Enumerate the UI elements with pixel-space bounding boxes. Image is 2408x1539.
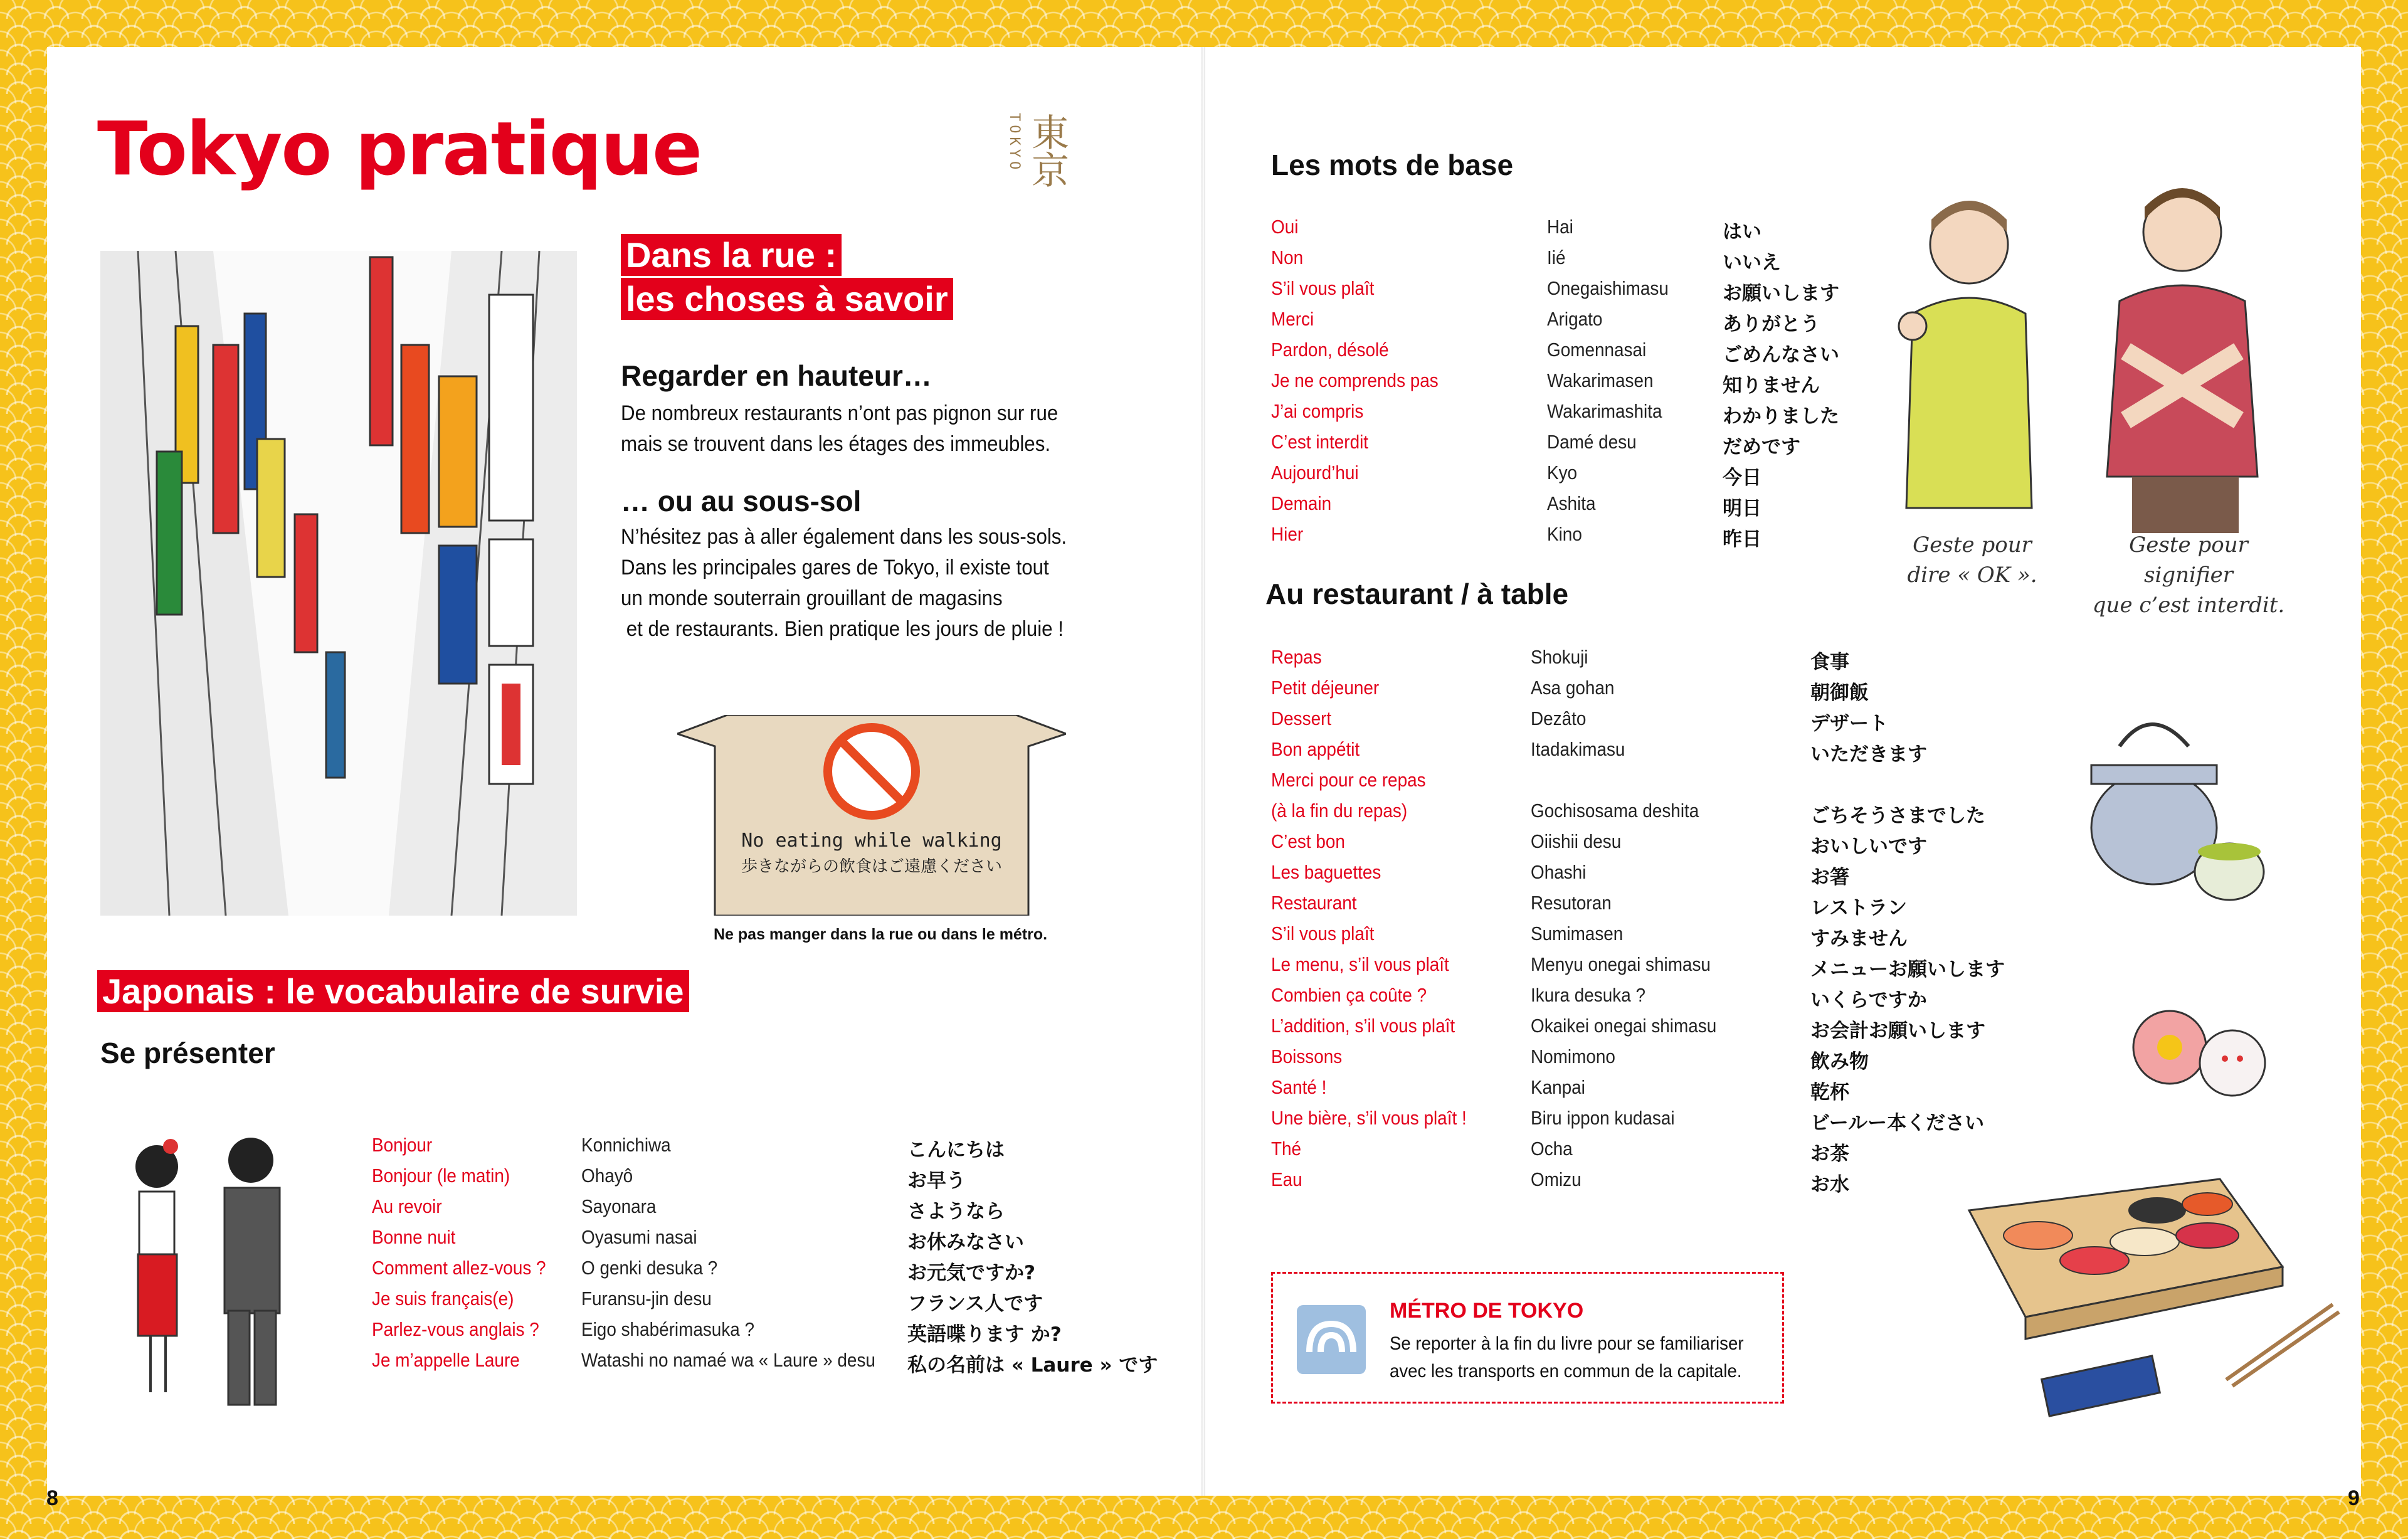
romaji-term: Nomimono <box>1531 1045 1615 1067</box>
french-term: Je suis français(e) <box>372 1288 514 1309</box>
japanese-term: ありがとう <box>1723 313 1820 336</box>
text-line: mais se trouvent dans les étages des immeubles. <box>621 432 1051 456</box>
french-term: (à la fin du repas) <box>1271 800 1408 822</box>
french-term: Combien ça coûte ? <box>1271 984 1427 1006</box>
tokyo-kanji: 東京 <box>1025 113 1069 188</box>
romaji-term: Ikura desuka ? <box>1531 984 1646 1006</box>
text-line: et de restaurants. Bien pratique les jours de pluie ! <box>621 617 1064 641</box>
french-term: Petit déjeuner <box>1271 677 1380 699</box>
romaji-term: Konnichiwa <box>581 1134 671 1156</box>
french-term: Santé ! <box>1271 1076 1327 1098</box>
japanese-term: すみません <box>1810 928 1908 950</box>
japanese-term: 私の名前は « Laure » です <box>907 1354 1158 1377</box>
romaji-term: Asa gohan <box>1531 677 1615 699</box>
text-line: N’hésitez pas à aller également dans les sous-sols. <box>621 525 1067 549</box>
sign-caption: Ne pas manger dans la rue ou dans le métro. <box>714 926 1048 943</box>
romaji-term: Eigo shabérimasuka ? <box>581 1318 755 1340</box>
romaji-term: Itadakimasu <box>1531 738 1625 760</box>
romaji-term: Ohashi <box>1531 861 1587 883</box>
japanese-term: いただきます <box>1810 743 1927 766</box>
japanese-term: わかりました <box>1723 405 1839 428</box>
romaji-term: Biru ippon kudasai <box>1531 1107 1675 1129</box>
japanese-term: お茶 <box>1810 1143 1849 1165</box>
tokyo-vertical-latin: TOKYO <box>1006 113 1022 174</box>
romaji-term: Shokuji <box>1531 646 1588 668</box>
romaji-term: Damé desu <box>1547 431 1637 453</box>
french-term: Aujourd’hui <box>1271 462 1359 484</box>
romaji-term: O genki desuka ? <box>581 1257 718 1279</box>
subheading-look-up: Regarder en hauteur… <box>621 359 932 392</box>
japanese-term: ごめんなさい <box>1723 344 1839 366</box>
japanese-term: 飲み物 <box>1810 1050 1869 1073</box>
gestures-illustration <box>1888 182 2326 546</box>
japanese-term: おいしいです <box>1810 835 1927 858</box>
romaji-term: Wakarimasen <box>1547 369 1654 391</box>
street-heading-line2: les choses à savoir <box>621 278 953 320</box>
french-term: Une bière, s’il vous plaît ! <box>1271 1107 1467 1129</box>
subheading-basement: … ou au sous-sol <box>621 485 862 517</box>
french-term: Parlez-vous anglais ? <box>372 1318 539 1340</box>
french-term: Non <box>1271 246 1304 268</box>
romaji-term: Kyo <box>1547 462 1578 484</box>
paragraph-basement <box>621 522 1198 645</box>
japanese-term: お元気ですか? <box>907 1262 1035 1284</box>
romaji-term: Menyu onegai shimasu <box>1531 953 1711 975</box>
japanese-term: 知りません <box>1723 374 1820 397</box>
japanese-term: ごちそうさまでした <box>1810 805 1985 827</box>
wagashi-sweets-illustration <box>2126 1003 2276 1104</box>
text-line: Se reporter à la fin du livre pour se familiariser <box>1390 1333 1744 1354</box>
page-number-left: 8 <box>46 1486 58 1510</box>
paragraph-look-up <box>621 398 1198 460</box>
caption-line: Geste pour <box>1913 532 2032 558</box>
japanese-term: フランス人です <box>907 1293 1043 1315</box>
japanese-term: レストラン <box>1810 897 1908 919</box>
japanese-term: 昨日 <box>1723 528 1761 551</box>
french-term: Demain <box>1271 492 1332 514</box>
romaji-term: Furansu-jin desu <box>581 1288 712 1309</box>
french-term: J’ai compris <box>1271 400 1364 422</box>
text-line: De nombreux restaurants n’ont pas pignon sur rue <box>621 401 1059 425</box>
french-term: C’est bon <box>1271 830 1345 852</box>
french-term: Bonjour (le matin) <box>372 1165 510 1187</box>
romaji-term: Dezâto <box>1531 707 1587 729</box>
tokyo-calligraphy <box>1003 113 1072 232</box>
french-term: Pardon, désolé <box>1271 339 1389 361</box>
metro-title: MÉTRO DE TOKYO <box>1390 1299 1584 1323</box>
book-gutter <box>1201 47 1205 1496</box>
french-term: Restaurant <box>1271 892 1357 914</box>
vocab-heading <box>97 970 689 1013</box>
romaji-term: Kanpai <box>1531 1076 1585 1098</box>
romaji-term: Oyasumi nasai <box>581 1226 697 1248</box>
japanese-term: こんにちは <box>907 1139 1005 1161</box>
romaji-term: Kino <box>1547 523 1582 545</box>
street-heading-line1: Dans la rue : <box>621 234 842 276</box>
french-term: Bonjour <box>372 1134 433 1156</box>
french-term: Merci pour ce repas <box>1271 769 1426 791</box>
french-term: Le menu, s’il vous plaît <box>1271 953 1449 975</box>
page-title: Tokyo pratique <box>97 105 702 192</box>
japanese-term: お早う <box>907 1170 966 1192</box>
french-term: S’il vous plaît <box>1271 923 1375 944</box>
french-term: Je m’appelle Laure <box>372 1349 520 1371</box>
french-term: C’est interdit <box>1271 431 1369 453</box>
sign-text-jp: 歩きながらの飲食はご遠慮ください <box>741 857 1003 876</box>
french-term: Les baguettes <box>1271 861 1381 883</box>
french-term: Boissons <box>1271 1045 1343 1067</box>
romaji-term: Okaikei onegai shimasu <box>1531 1015 1717 1037</box>
romaji-term: Arigato <box>1547 308 1603 330</box>
japanese-term: はい <box>1723 221 1761 243</box>
street-heading <box>621 233 1022 321</box>
page-number-right: 9 <box>2348 1486 2360 1510</box>
japanese-term: さようなら <box>907 1200 1005 1223</box>
caption-line: dire « OK ». <box>1907 563 2037 588</box>
sign-text-en: No eating while walking <box>741 830 1002 852</box>
caption-line: que c’est interdit. <box>2092 593 2285 618</box>
french-term: Thé <box>1271 1138 1302 1160</box>
french-term: L’addition, s’il vous plaît <box>1271 1015 1455 1037</box>
romaji-term: Ocha <box>1531 1138 1573 1160</box>
japanese-term: 明日 <box>1723 497 1761 520</box>
japanese-term: いくらですか <box>1810 989 1927 1012</box>
japanese-term: お箸 <box>1810 866 1849 889</box>
french-term: Dessert <box>1271 707 1332 729</box>
romaji-term: Wakarimashita <box>1547 400 1662 422</box>
no-eating-sign-illustration <box>677 715 1066 916</box>
french-term: Oui <box>1271 216 1299 238</box>
vocab-heading-label: Japonais : le vocabulaire de survie <box>97 970 689 1012</box>
romaji-term: Watashi no namaé wa « Laure » desu <box>581 1349 875 1371</box>
japanese-term: 乾杯 <box>1810 1081 1849 1104</box>
japanese-term: お水 <box>1810 1173 1849 1196</box>
japanese-term: いいえ <box>1723 251 1781 274</box>
romaji-term: Ohayô <box>581 1165 633 1187</box>
french-term: Bon appétit <box>1271 738 1360 760</box>
metro-description <box>1390 1330 1747 1385</box>
metro-logo-icon <box>1297 1305 1366 1374</box>
text-line: un monde souterrain grouillant de magasins <box>621 586 1003 610</box>
text-line: avec les transports en commun de la capitale. <box>1390 1361 1742 1382</box>
romaji-term: Iié <box>1547 246 1566 268</box>
restaurant-heading: Au restaurant / à table <box>1265 578 1569 610</box>
base-words-heading: Les mots de base <box>1271 149 1514 181</box>
gesture-ok-caption <box>1906 530 2038 590</box>
japanese-term: だめです <box>1723 436 1800 458</box>
romaji-term: Gochisosama deshita <box>1531 800 1699 822</box>
gesture-no-caption <box>2082 530 2295 620</box>
romaji-term: Omizu <box>1531 1168 1582 1190</box>
caption-line: Geste pour signifier <box>2129 532 2248 588</box>
japanese-term: お願いします <box>1723 282 1839 305</box>
romaji-term: Oiishii desu <box>1531 830 1622 852</box>
french-term: Bonne nuit <box>372 1226 456 1248</box>
japanese-term: メニューお願いします <box>1810 958 2005 981</box>
presenter-heading: Se présenter <box>100 1037 275 1069</box>
street-signs-illustration <box>100 251 577 916</box>
french-term: Hier <box>1271 523 1304 545</box>
text-line: Dans les principales gares de Tokyo, il existe tout <box>621 556 1049 579</box>
romaji-term: Gomennasai <box>1547 339 1647 361</box>
romaji-term: Sayonara <box>581 1195 657 1217</box>
french-term: Eau <box>1271 1168 1302 1190</box>
japanese-term: デザート <box>1810 712 1888 735</box>
french-term: Repas <box>1271 646 1322 668</box>
french-term: Merci <box>1271 308 1314 330</box>
japanese-term: 英語喋ります か? <box>907 1323 1062 1346</box>
teapot-illustration <box>2082 709 2270 909</box>
french-term: Au revoir <box>372 1195 442 1217</box>
romaji-term: Hai <box>1547 216 1573 238</box>
bowing-couple-illustration <box>113 1129 301 1417</box>
japanese-term: お休みなさい <box>907 1231 1024 1254</box>
sushi-tray-illustration <box>1956 1166 2345 1430</box>
metro-info-box <box>1271 1272 1784 1404</box>
romaji-term: Resutoran <box>1531 892 1612 914</box>
japanese-term: 食事 <box>1810 651 1849 674</box>
french-term: Je ne comprends pas <box>1271 369 1439 391</box>
romaji-term: Onegaishimasu <box>1547 277 1669 299</box>
japanese-term: 朝御飯 <box>1810 682 1869 704</box>
japanese-term: ビールー本ください <box>1810 1112 1985 1134</box>
japanese-term: お会計お願いします <box>1810 1020 1985 1042</box>
romaji-term: Ashita <box>1547 492 1596 514</box>
romaji-term: Sumimasen <box>1531 923 1624 944</box>
french-term: Comment allez-vous ? <box>372 1257 546 1279</box>
french-term: S’il vous plaît <box>1271 277 1375 299</box>
japanese-term: 今日 <box>1723 467 1761 489</box>
